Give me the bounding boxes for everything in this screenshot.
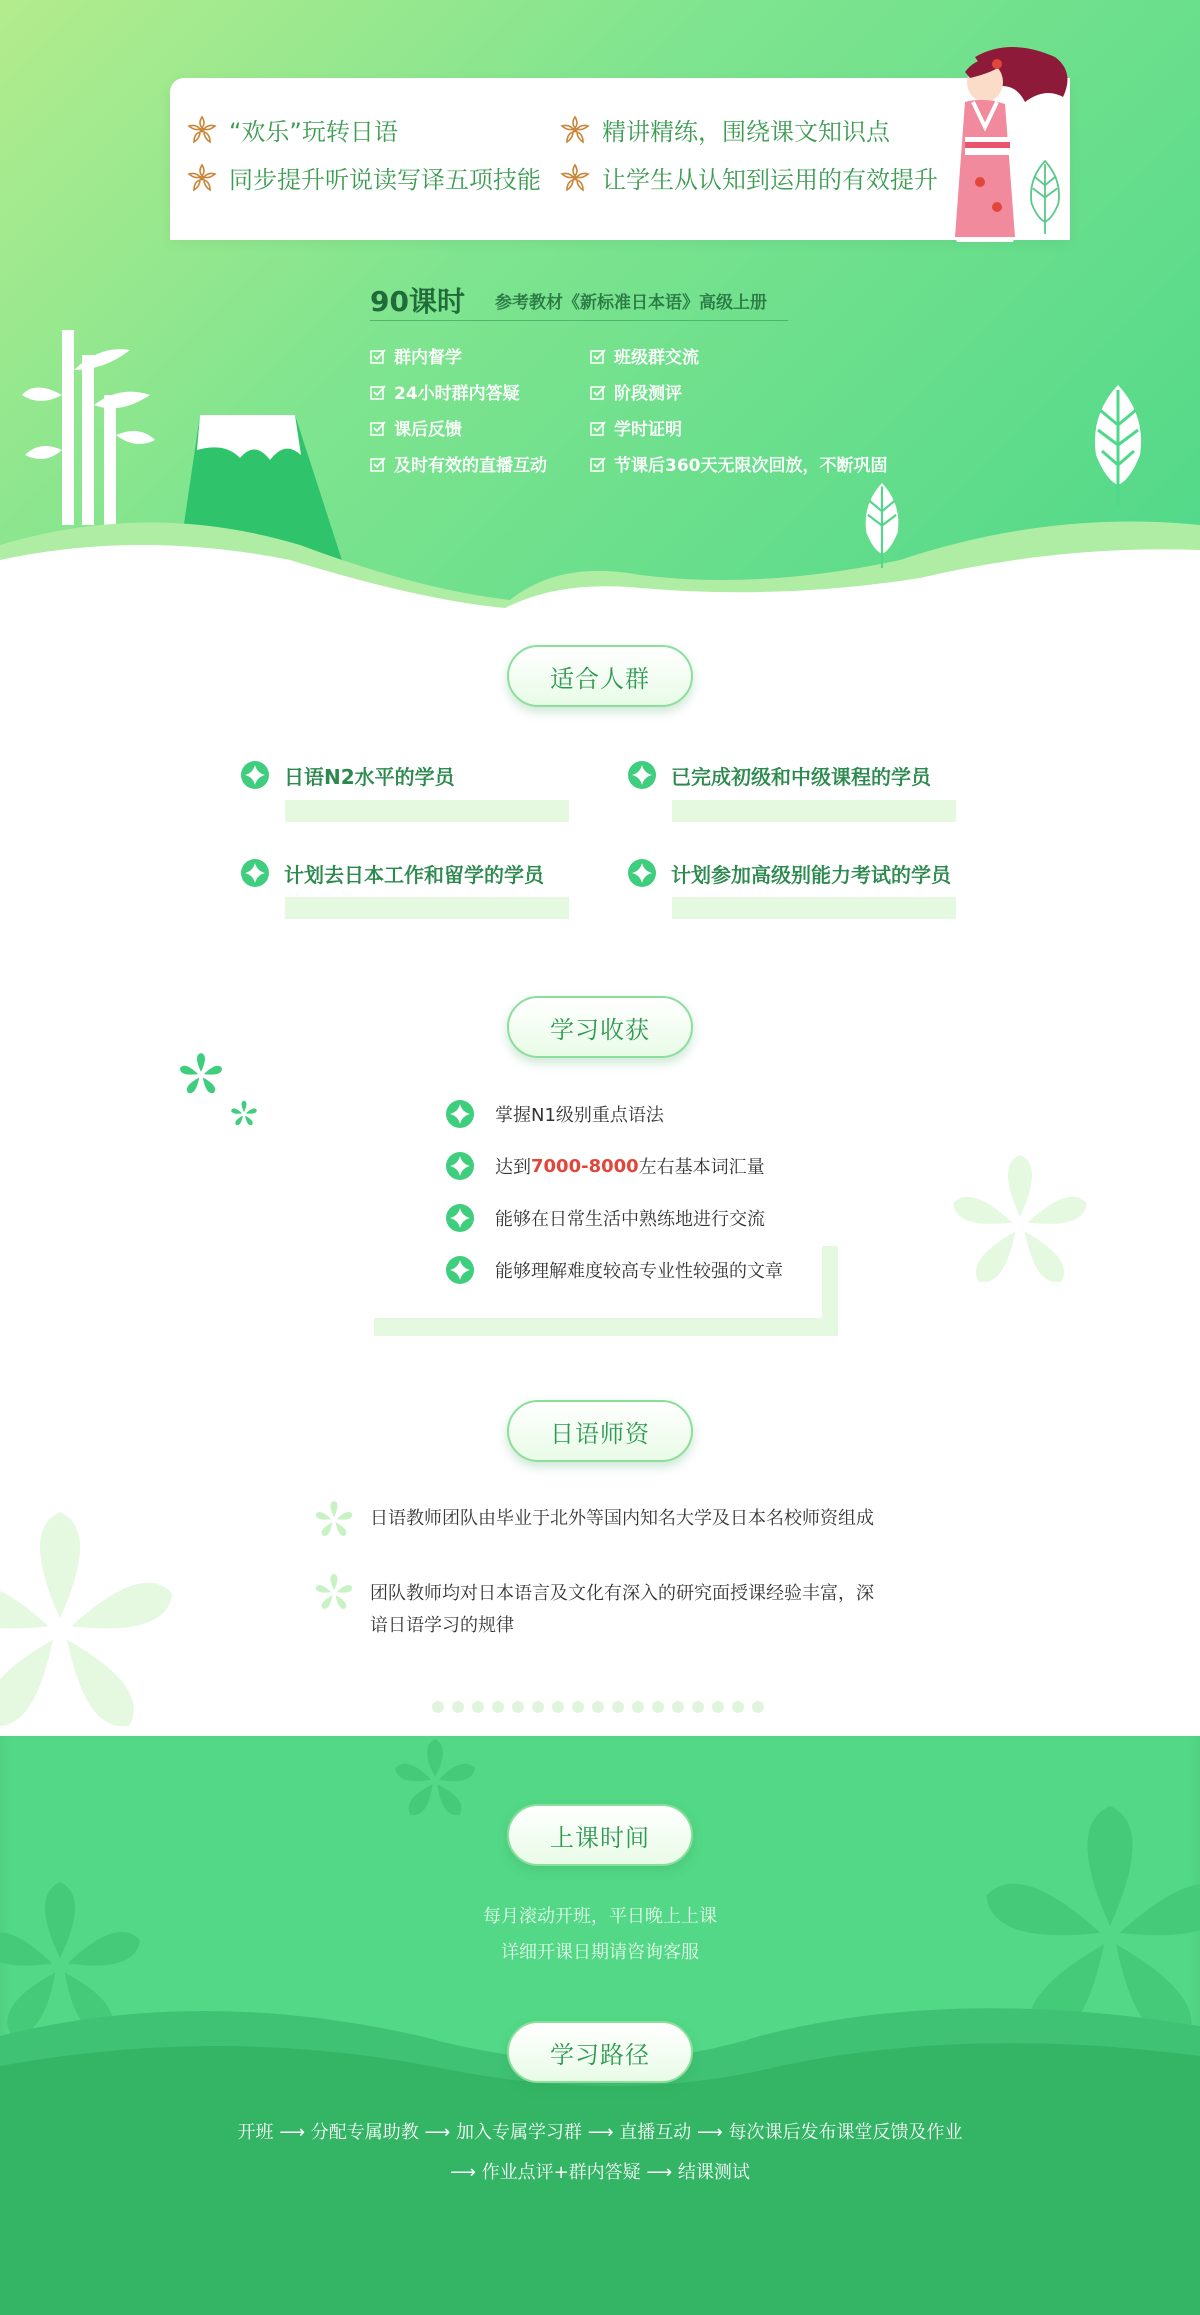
- sakura-icon: [312, 1500, 356, 1540]
- feature-text: 同步提升听说读写译五项技能: [229, 166, 541, 194]
- kimono-girl-illustration: [935, 42, 1075, 242]
- flower-icon: [185, 161, 219, 195]
- checkbox-icon: [590, 348, 606, 364]
- leaf-icon: [1090, 385, 1146, 505]
- feature-item: [185, 160, 541, 195]
- gain-item: 能够在日常生活中熟练地进行交流: [445, 1203, 765, 1233]
- section-title-teachers: 日语师资: [507, 1400, 693, 1462]
- checkbox-icon: [370, 420, 386, 436]
- schedule-text: 每月滚动开班，平日晚上上课: [483, 1906, 717, 1927]
- leaf-icon: [862, 483, 902, 568]
- sakura-icon: [230, 1100, 258, 1128]
- sparkle-icon: [240, 760, 270, 790]
- service-item: 学时证明: [590, 415, 682, 440]
- sparkle-icon: [627, 858, 657, 888]
- learning-path-text: ⟶ 作业点评+群内答疑 ⟶ 结课测试: [450, 2162, 750, 2183]
- decorative-frame: [374, 1318, 838, 1336]
- vocabulary-count: 7000-8000: [531, 1155, 639, 1177]
- highlight-bar: [285, 897, 569, 919]
- reference-textbook: 参考教材《新标准日本语》高级上册: [495, 293, 767, 313]
- section-title-schedule: 上课时间: [507, 1804, 693, 1866]
- checkbox-icon: [590, 384, 606, 400]
- course-hours: 90课时: [370, 285, 465, 318]
- sparkle-icon: [445, 1151, 475, 1181]
- checkbox-icon: [370, 384, 386, 400]
- sparkle-icon: [445, 1255, 475, 1285]
- highlight-bar: [672, 800, 956, 822]
- gain-item: 掌握N1级别重点语法: [445, 1099, 664, 1129]
- footer-section: [0, 1736, 1200, 2315]
- service-item: 及时有效的直播互动: [370, 451, 547, 476]
- sakura-icon: [0, 1500, 200, 1740]
- feature-item: [185, 112, 398, 147]
- dot-divider: [432, 1701, 764, 1713]
- sparkle-icon: [445, 1099, 475, 1129]
- sparkle-icon: [240, 858, 270, 888]
- learning-path-text: 开班 ⟶ 分配专属助教 ⟶ 加入专属学习群 ⟶ 直播互动 ⟶ 每次课后发布课堂反馈及作业: [237, 2122, 963, 2143]
- divider: [370, 320, 788, 321]
- section-title-gains: 学习收获: [507, 996, 693, 1058]
- checkbox-icon: [590, 420, 606, 436]
- service-item: 24小时群内答疑: [370, 379, 520, 404]
- feature-text: 让学生从认知到运用的有效提升: [602, 166, 938, 194]
- service-item: 群内督学: [370, 343, 462, 368]
- teacher-description: 日语教师团队由毕业于北外等国内知名大学及日本名校师资组成: [370, 1508, 874, 1529]
- sakura-icon: [945, 1150, 1095, 1300]
- sparkle-icon: [627, 760, 657, 790]
- sakura-icon: [178, 1052, 224, 1098]
- feature-item: [558, 112, 890, 147]
- service-item: 阶段测评: [590, 379, 682, 404]
- checkbox-icon: [590, 456, 606, 472]
- service-item: 班级群交流: [590, 343, 699, 368]
- feature-text: 精讲精练，围绕课文知识点: [602, 118, 890, 146]
- feature-text: “欢乐”玩转日语: [229, 118, 398, 146]
- highlight-bar: [672, 897, 956, 919]
- teacher-description: 谙日语学习的规律: [370, 1615, 514, 1636]
- flower-icon: [185, 113, 219, 147]
- audience-item: 计划参加高级别能力考试的学员: [627, 858, 951, 888]
- audience-item: 已完成初级和中级课程的学员: [627, 760, 931, 790]
- checkbox-icon: [370, 348, 386, 364]
- hero-banner: [0, 0, 1200, 620]
- section-title-path: 学习路径: [507, 2021, 693, 2083]
- sakura-icon: [312, 1573, 356, 1613]
- flower-icon: [558, 113, 592, 147]
- service-item: 节课后360天无限次回放，不断巩固: [590, 451, 888, 476]
- audience-item: 计划去日本工作和留学的学员: [240, 858, 544, 888]
- gain-item: 达到 7000-8000 左右基本词汇量: [445, 1151, 765, 1181]
- sparkle-icon: [445, 1203, 475, 1233]
- section-title-audience: 适合人群: [507, 645, 693, 707]
- gain-item: 能够理解难度较高专业性较强的文章: [445, 1255, 783, 1285]
- highlight-bar: [285, 800, 569, 822]
- audience-item: 日语N2水平的学员: [240, 760, 455, 790]
- teacher-description: 团队教师均对日本语言及文化有深入的研究面授课经验丰富，深: [370, 1583, 874, 1604]
- flower-icon: [558, 161, 592, 195]
- service-item: 课后反馈: [370, 415, 462, 440]
- schedule-text: 详细开课日期请咨询客服: [501, 1942, 699, 1963]
- checkbox-icon: [370, 456, 386, 472]
- feature-item: [558, 160, 938, 195]
